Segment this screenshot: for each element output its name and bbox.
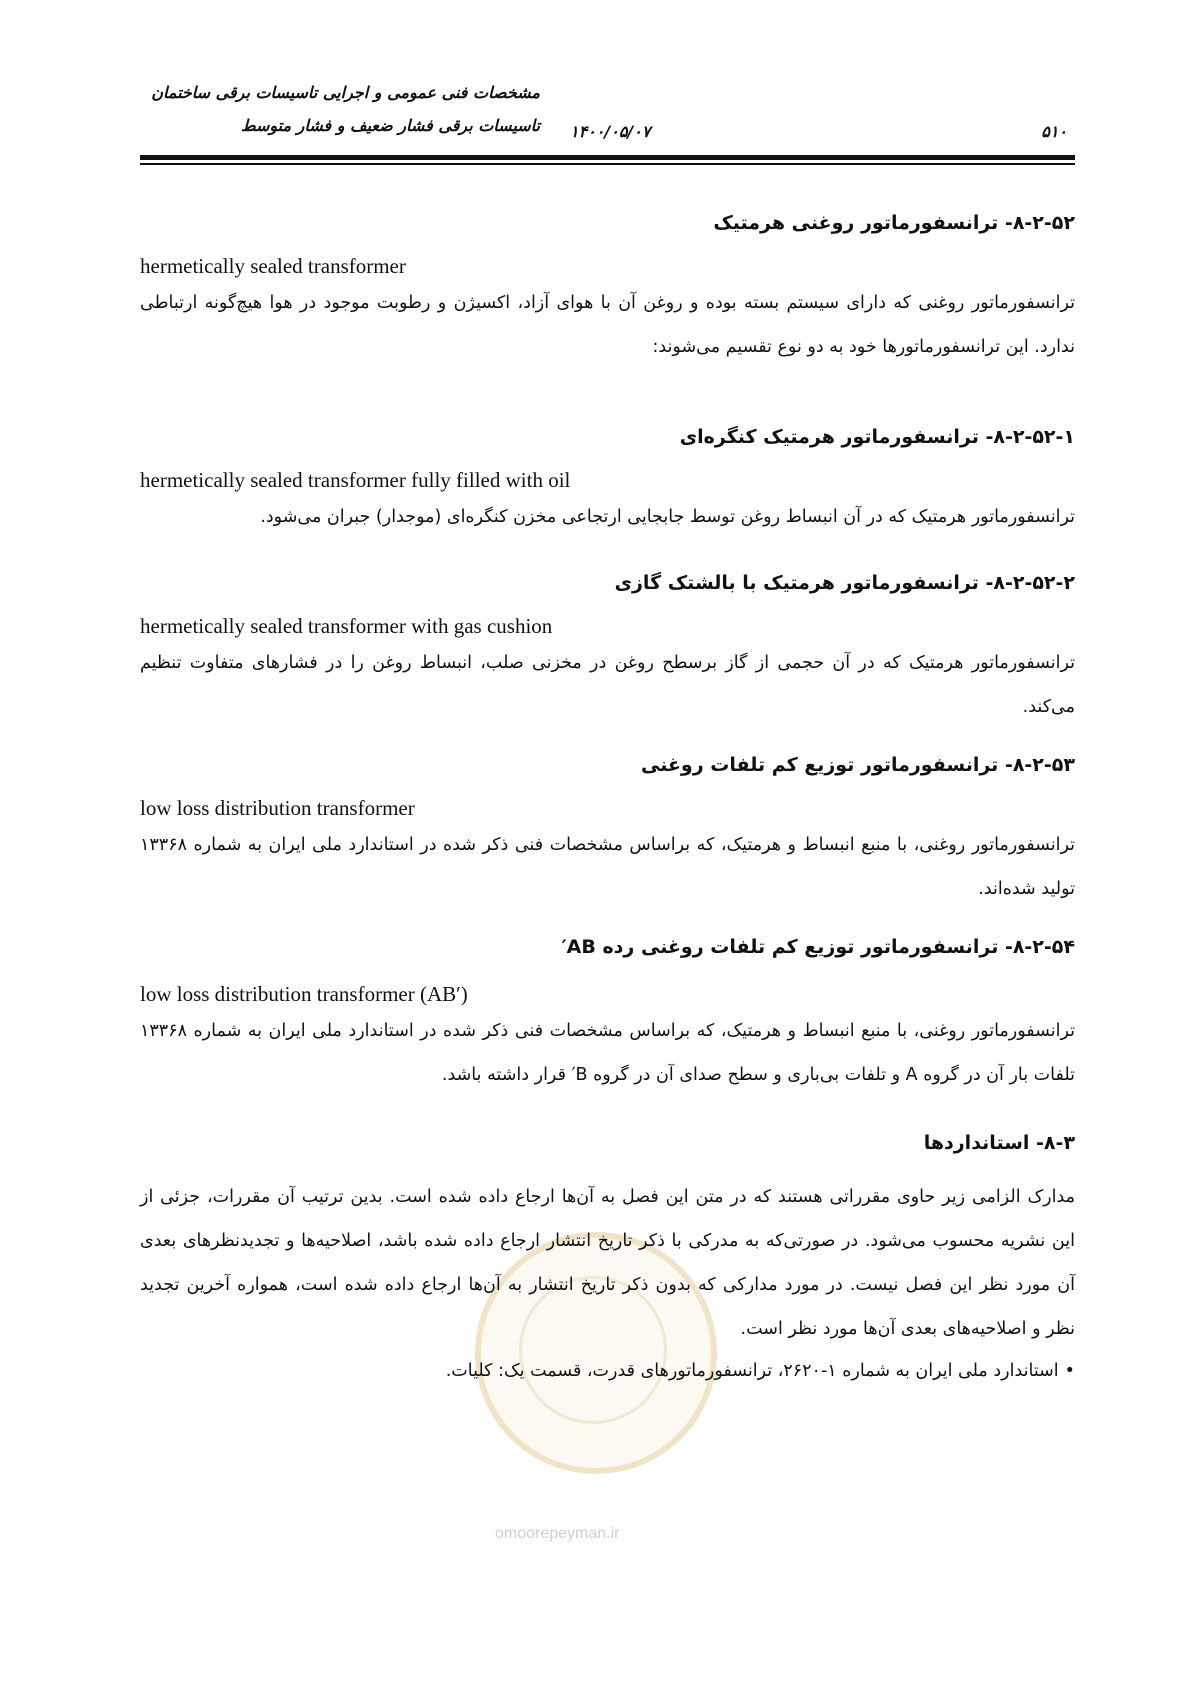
- section-body: مدارک الزامی زیر حاوی مقرراتی هستند که در متن این فصل به آن‌ها ارجاع داده شده است. بدین ترتیب آن مقررات، جزئی از این نشریه محسوب می‌شود. در صورتی‌که به مدرکی با ذکر تاریخ انتشار ارجاع داده شده باشد، اصلاحیه‌ها و تجدیدنظرهای بعدی آن مورد نظر این فصل نیست. در مورد مدارکی که بدون ذکر تاریخ انتشار به آن‌ها ارجاع داده شده است، همواره آخرین تجدید نظر و اصلاحیه‌های بعدی آن‌ها مورد نظر است.: [140, 1187, 1075, 1339]
- section-heading: ۸-۲-۵۲- ترانسفورماتور روغنی هرمتیک: [713, 212, 1075, 234]
- header-subtitle: تاسیسات برقی فشار ضعیف و فشار متوسط: [240, 116, 540, 135]
- english-term: low loss distribution transformer (AB′): [140, 982, 468, 1006]
- section-8-2-52: [140, 205, 1075, 369]
- page-content: [140, 205, 1075, 1391]
- section-8-3-standards: [140, 1125, 1075, 1391]
- english-term: hermetically sealed transformer: [140, 254, 406, 278]
- section-heading: ۸-۲-۵۲-۲- ترانسفورماتور هرمتیک با بالشتک گازی: [614, 572, 1075, 594]
- header-rule-thick: [140, 155, 1075, 160]
- section-body: ترانسفورماتور روغنی، با منبع انبساط و هرمتیک، که براساس مشخصات فنی ذکر شده در استاندارد ملی ایران به شماره ۱۳۳۶۸ تولید شده‌اند.: [140, 835, 1075, 899]
- section-heading: ۸-۲-۵۳- ترانسفورماتور توزیع کم تلفات روغنی: [640, 754, 1075, 776]
- section-body: ترانسفورماتور روغنی، با منبع انبساط و هرمتیک، که براساس مشخصات فنی ذکر شده در استاندارد ملی ایران به شماره ۱۳۳۶۸ تلفات بار آن در گروه A و تلفات بی‌باری و سطح صدای آن در گروه B′ قرار داشته باشد.: [140, 1021, 1075, 1085]
- section-8-2-52-2: [140, 565, 1075, 729]
- header-title: مشخصات فنی عمومی و اجرایی تاسیسات برقی ساختمان: [151, 83, 540, 102]
- section-body: ترانسفورماتور هرمتیک که در آن حجمی از گاز برسطح روغن در مخزنی صلب، انبساط روغن را در فشارهای متفاوت تنظیم می‌کند.: [140, 653, 1075, 717]
- header-rule-thin: [140, 163, 1075, 165]
- section-heading: ۸-۲-۵۲-۱- ترانسفورماتور هرمتیک کنگره‌ای: [679, 426, 1075, 448]
- english-term: low loss distribution transformer: [140, 796, 415, 820]
- list-item-text: استاندارد ملی ایران به شماره ۱-۲۶۲۰، ترانسفورماتورهای قدرت، قسمت یک: کلیات.: [445, 1361, 1059, 1381]
- bullet-icon: •: [1064, 1361, 1075, 1381]
- section-8-2-54: [140, 929, 1075, 1097]
- section-8-2-53: [140, 747, 1075, 911]
- section-heading: ۸-۲-۵۴- ترانسفورماتور توزیع کم تلفات روغنی رده AB′: [561, 936, 1075, 958]
- header-date: ۱۴۰۰/۰۵/۰۷: [570, 122, 651, 141]
- section-body: ترانسفورماتور روغنی که دارای سیستم بسته بوده و روغن آن با هوای آزاد، اکسیژن و رطوبت موجود در هوا هیچ‌گونه ارتباطی ندارد. این ترانسفورماتورها خود به دو نوع تقسیم می‌شوند:: [140, 293, 1075, 357]
- section-body: ترانسفورماتور هرمتیک که در آن انبساط روغن توسط جابجایی ارتجاعی مخزن کنگره‌ای (موجدار) جبران می‌شود.: [260, 507, 1075, 527]
- section-heading: ۸-۳- استانداردها: [923, 1132, 1075, 1154]
- section-8-2-52-1: [140, 419, 1075, 539]
- english-term: hermetically sealed transformer with gas cushion: [140, 614, 553, 638]
- watermark-url: omoorepeyman.ir: [495, 1525, 620, 1542]
- page-header: [140, 70, 1075, 175]
- list-item: [140, 1351, 1075, 1391]
- page-number: ۵۱۰: [1041, 122, 1067, 141]
- english-term: hermetically sealed transformer fully filled with oil: [140, 468, 571, 492]
